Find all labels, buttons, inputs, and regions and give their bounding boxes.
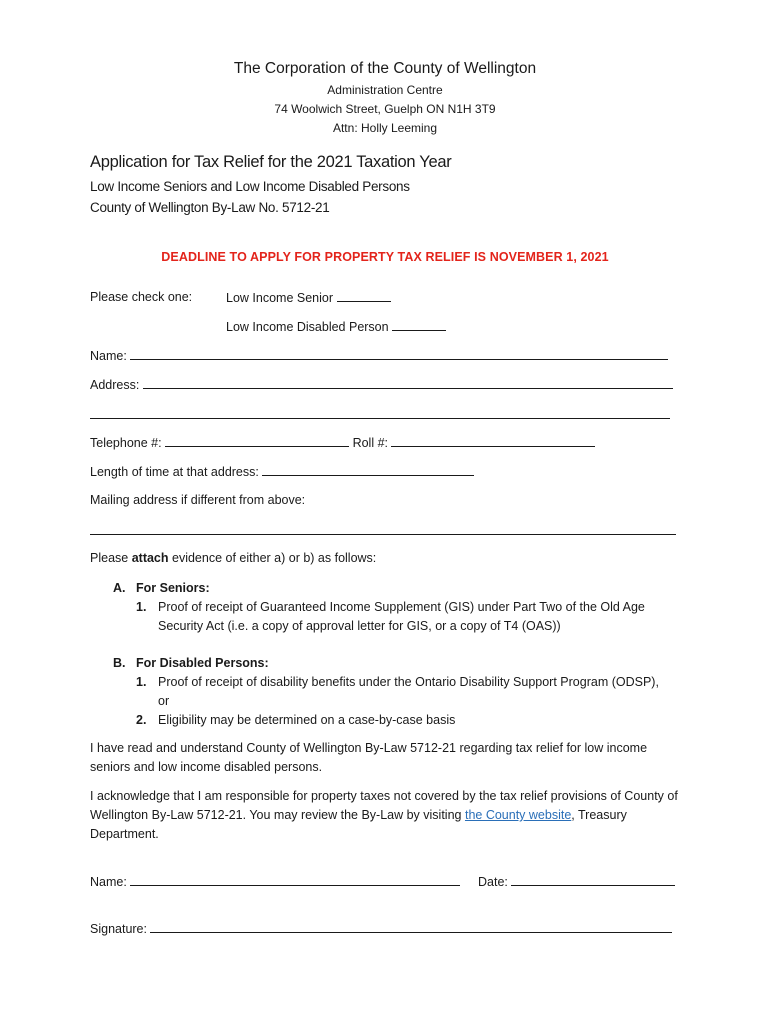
declaration-p2-end: , Treasury Department. [90, 808, 627, 841]
attach-suffix: evidence of either a) or b) as follows: [168, 551, 377, 565]
header-line-2: 74 Woolwich Street, Guelph ON N1H 3T9 [274, 102, 496, 116]
form-subtitle-2: County of Wellington By-Law No. 5712-21 [90, 200, 330, 215]
b1-or: or [158, 694, 170, 708]
header-line-1: Administration Centre [327, 83, 443, 97]
a1-text-line-2: Security Act (i.e. a copy of approval letter for GIS, or a copy of T4 (OAS)) [158, 619, 561, 633]
roll-label: Roll #: [352, 436, 388, 450]
mailing-label: Mailing address if different from above: [90, 493, 306, 507]
section-b-marker: B. [113, 656, 126, 670]
section-a-marker: A. [113, 581, 126, 595]
attach-instruction [90, 551, 376, 565]
signoff-name-field[interactable] [130, 874, 460, 886]
check-one-label: Please check one: [90, 290, 193, 304]
signoff-date-row [478, 874, 675, 889]
option-senior [226, 290, 391, 305]
name-field[interactable] [130, 348, 668, 360]
header-line-3: Attn: Holly Leeming [332, 121, 438, 135]
address-row [90, 377, 673, 392]
a1-text-line-1: Proof of receipt of Guaranteed Income Supplement (GIS) under Part Two of the Old Age [158, 600, 645, 614]
signoff-name-row [90, 874, 460, 889]
attach-bold: attach [131, 551, 169, 565]
option-disabled-label: Low Income Disabled Person [226, 320, 389, 334]
length-row [90, 464, 474, 479]
b1-text: Proof of receipt of disability benefits under the Ontario Disability Support Program (ODSP), [158, 675, 659, 689]
mailing-field[interactable] [90, 523, 676, 535]
declaration-p2-start: I acknowledge that I am responsible for property taxes not covered by the tax relief provisions of County of Wellington By-Law 5712-21. You may review the By-Law by visiting [90, 789, 678, 822]
declaration-paragraph-2 [90, 787, 685, 844]
address-label: Address: [90, 378, 140, 392]
address-field[interactable] [143, 377, 673, 389]
a1-number: 1. [136, 600, 147, 614]
name-label: Name: [90, 349, 127, 363]
option-disabled [226, 319, 446, 334]
mailing-row [90, 522, 676, 540]
b2-number: 2. [136, 713, 147, 727]
org-title: The Corporation of the County of Wellington [233, 60, 537, 77]
declaration-paragraph-1: I have read and understand County of Wellington By-Law 5712-21 regarding tax relief for low income seniors and low income disabled persons. [90, 741, 648, 774]
form-subtitle-1: Low Income Seniors and Low Income Disabled Persons [90, 179, 410, 194]
signoff-date-field[interactable] [511, 874, 675, 886]
section-a-title: For Seniors: [136, 581, 210, 595]
option-senior-field[interactable] [337, 290, 391, 302]
attach-prefix: Please [90, 551, 132, 565]
signature-field[interactable] [150, 921, 672, 933]
name-row [90, 348, 668, 363]
signoff-name-label: Name: [90, 875, 127, 889]
telephone-field[interactable] [165, 435, 349, 447]
address-field-2[interactable] [90, 407, 670, 419]
b2-text: Eligibility may be determined on a case-by-case basis [158, 713, 456, 727]
section-b-title: For Disabled Persons: [136, 656, 269, 670]
length-field[interactable] [262, 464, 474, 476]
signature-label: Signature: [90, 922, 147, 936]
b1-number: 1. [136, 675, 147, 689]
form-title: Application for Tax Relief for the 2021 Taxation Year [90, 153, 452, 171]
telephone-label: Telephone #: [90, 436, 162, 450]
option-senior-label: Low Income Senior [226, 291, 334, 305]
option-disabled-field[interactable] [392, 319, 446, 331]
address-row-2 [90, 406, 670, 424]
signoff-date-label: Date: [478, 875, 508, 889]
county-website-link[interactable]: the County website [464, 808, 572, 822]
roll-field[interactable] [391, 435, 595, 447]
signature-row [90, 921, 672, 936]
telephone-row [90, 435, 595, 450]
length-label: Length of time at that address: [90, 465, 259, 479]
deadline-notice: DEADLINE TO APPLY FOR PROPERTY TAX RELIEF IS NOVEMBER 1, 2021 [161, 250, 609, 264]
